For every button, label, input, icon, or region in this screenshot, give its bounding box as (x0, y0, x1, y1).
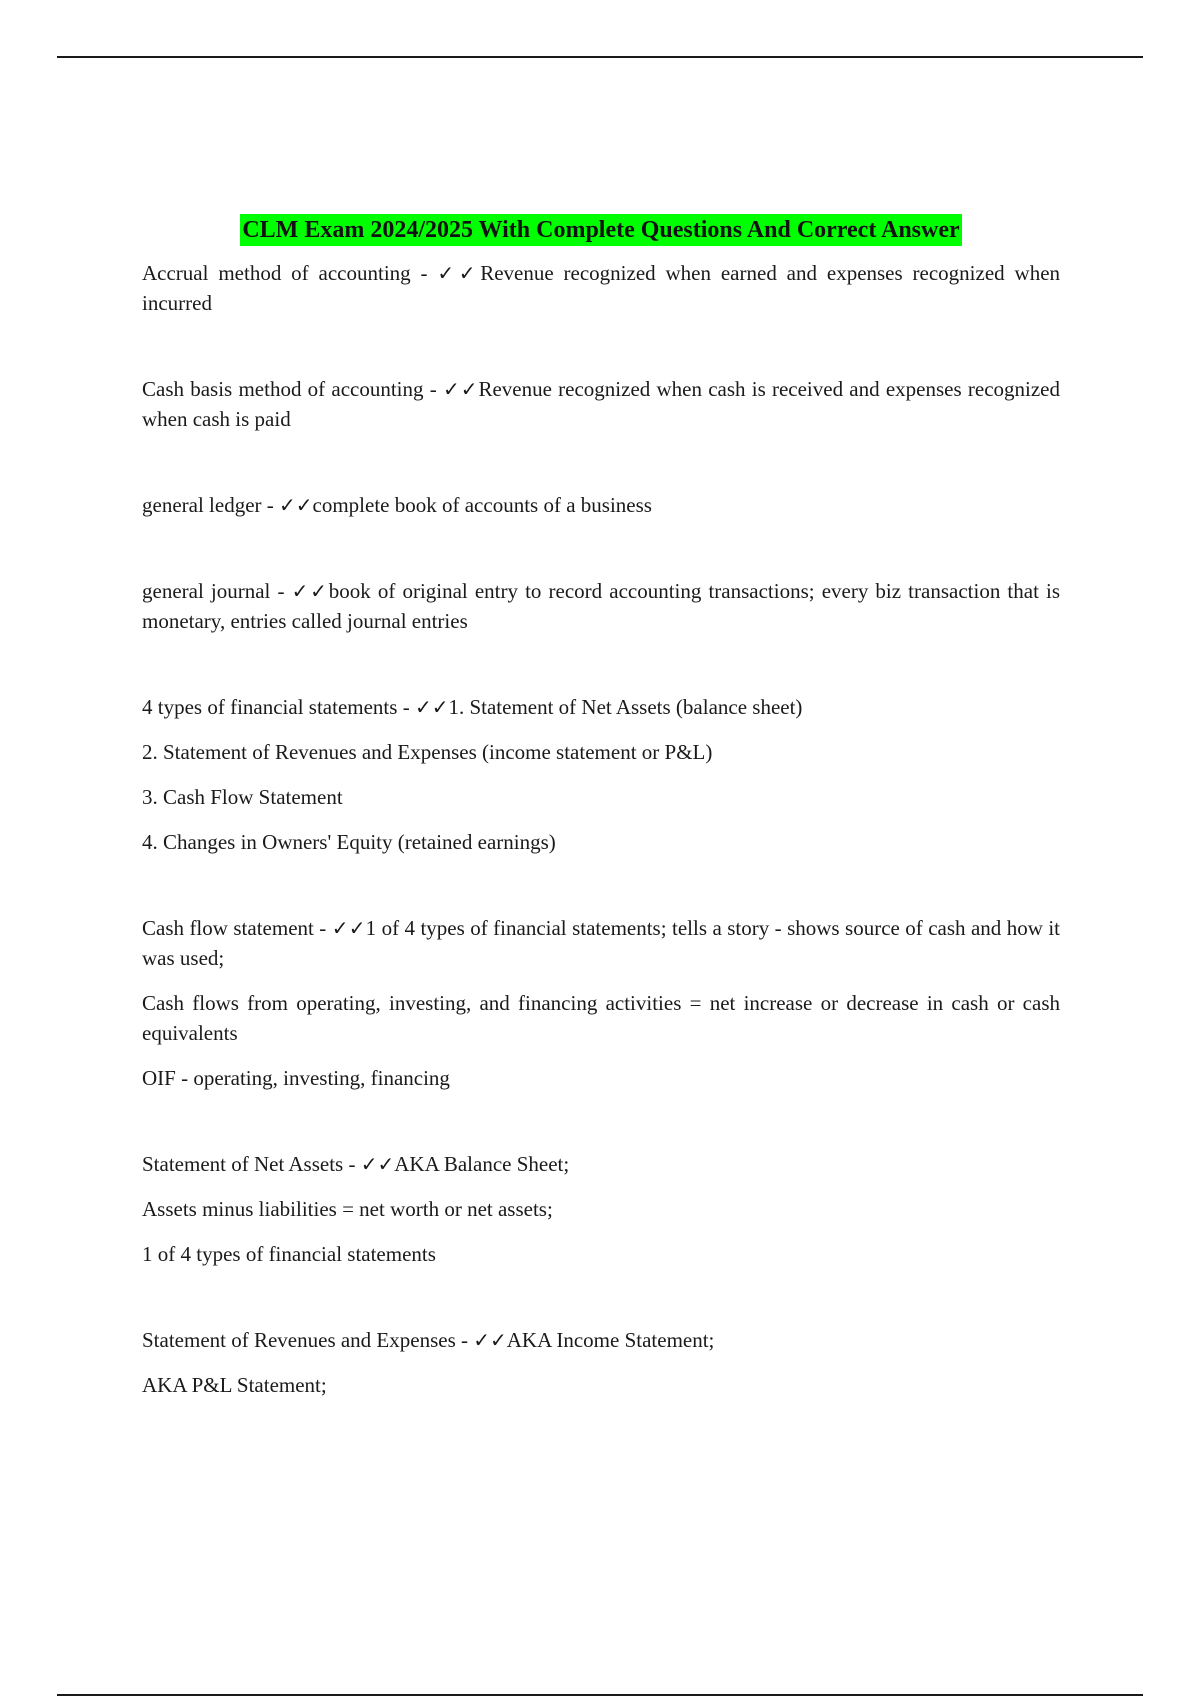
term-separator: - (397, 695, 415, 719)
qa-entry (142, 1325, 1060, 1400)
qa-line (142, 692, 1060, 722)
entry-continuation: Cash flows from operating, investing, and financing activities = net increase or decrease in cash or cash equivalents (142, 991, 1060, 1045)
entry-continuation: 2. Statement of Revenues and Expenses (income statement or P&L) (142, 740, 713, 764)
qa-line (142, 1149, 1060, 1179)
entry-continuation: OIF - operating, investing, financing (142, 1066, 450, 1090)
double-check-icon: ✓✓ (442, 377, 479, 401)
document-title: CLM Exam 2024/2025 With Complete Questions And Correct Answer (240, 214, 961, 246)
entry-answer: AKA Income Statement; (506, 1328, 715, 1352)
qa-line (142, 490, 1060, 520)
term-separator: - (343, 1152, 361, 1176)
entry-term: general journal (142, 579, 271, 603)
double-check-icon: ✓✓ (291, 579, 329, 603)
entry-term: Cash basis method of accounting (142, 377, 424, 401)
header-rule (57, 56, 1143, 58)
double-check-icon: ✓✓ (414, 695, 449, 719)
double-check-icon: ✓✓ (360, 1152, 395, 1176)
qa-entry (142, 913, 1060, 1093)
qa-entry (142, 258, 1060, 318)
qa-entries (142, 258, 1060, 1400)
title-block (142, 214, 1060, 246)
double-check-icon: ✓✓ (331, 916, 366, 940)
term-separator: - (270, 579, 292, 603)
entry-continuation: 3. Cash Flow Statement (142, 785, 343, 809)
entry-answer: 1. Statement of Net Assets (balance sheet) (448, 695, 803, 719)
qa-line (142, 576, 1060, 636)
qa-line (142, 374, 1060, 434)
double-check-icon: ✓✓ (437, 261, 481, 285)
document-body (142, 214, 1060, 1456)
double-check-icon: ✓✓ (279, 493, 313, 517)
entry-term: Cash flow statement (142, 916, 314, 940)
entry-term: Accrual method of accounting (142, 261, 411, 285)
term-separator: - (423, 377, 443, 401)
qa-line (142, 1325, 1060, 1355)
term-separator: - (261, 493, 280, 517)
term-separator: - (410, 261, 438, 285)
entry-answer: Revenue recognized when earned and expenses recognized when incurred (142, 261, 1061, 315)
entry-continuation: 4. Changes in Owners' Equity (retained earnings) (142, 830, 556, 854)
entry-answer: book of original entry to record accounting transactions; every biz transaction that is monetary, entries called journal entries (142, 579, 1060, 633)
entry-continuation: 1 of 4 types of financial statements (142, 1242, 436, 1266)
entry-term: Statement of Revenues and Expenses (142, 1328, 456, 1352)
entry-answer: AKA Balance Sheet; (394, 1152, 570, 1176)
entry-term: 4 types of financial statements (142, 695, 398, 719)
entry-term: Statement of Net Assets (142, 1152, 344, 1176)
term-separator: - (455, 1328, 474, 1352)
qa-entry (142, 692, 1060, 857)
qa-entry (142, 374, 1060, 434)
qa-entry (142, 1149, 1060, 1269)
entry-answer: Revenue recognized when cash is received and expenses recognized when cash is paid (142, 377, 1060, 431)
term-separator: - (313, 916, 332, 940)
footer-rule (57, 1694, 1143, 1696)
qa-entry (142, 490, 1060, 520)
qa-entry (142, 576, 1060, 636)
entry-term: general ledger (142, 493, 262, 517)
entry-continuation: Assets minus liabilities = net worth or net assets; (142, 1197, 553, 1221)
double-check-icon: ✓✓ (473, 1328, 507, 1352)
qa-line (142, 258, 1060, 318)
qa-line (142, 913, 1060, 973)
entry-continuation: AKA P&L Statement; (142, 1373, 327, 1397)
entry-answer: complete book of accounts of a business (312, 493, 652, 517)
entry-answer: 1 of 4 types of financial statements; tells a story - shows source of cash and how it was used; (142, 916, 1061, 970)
